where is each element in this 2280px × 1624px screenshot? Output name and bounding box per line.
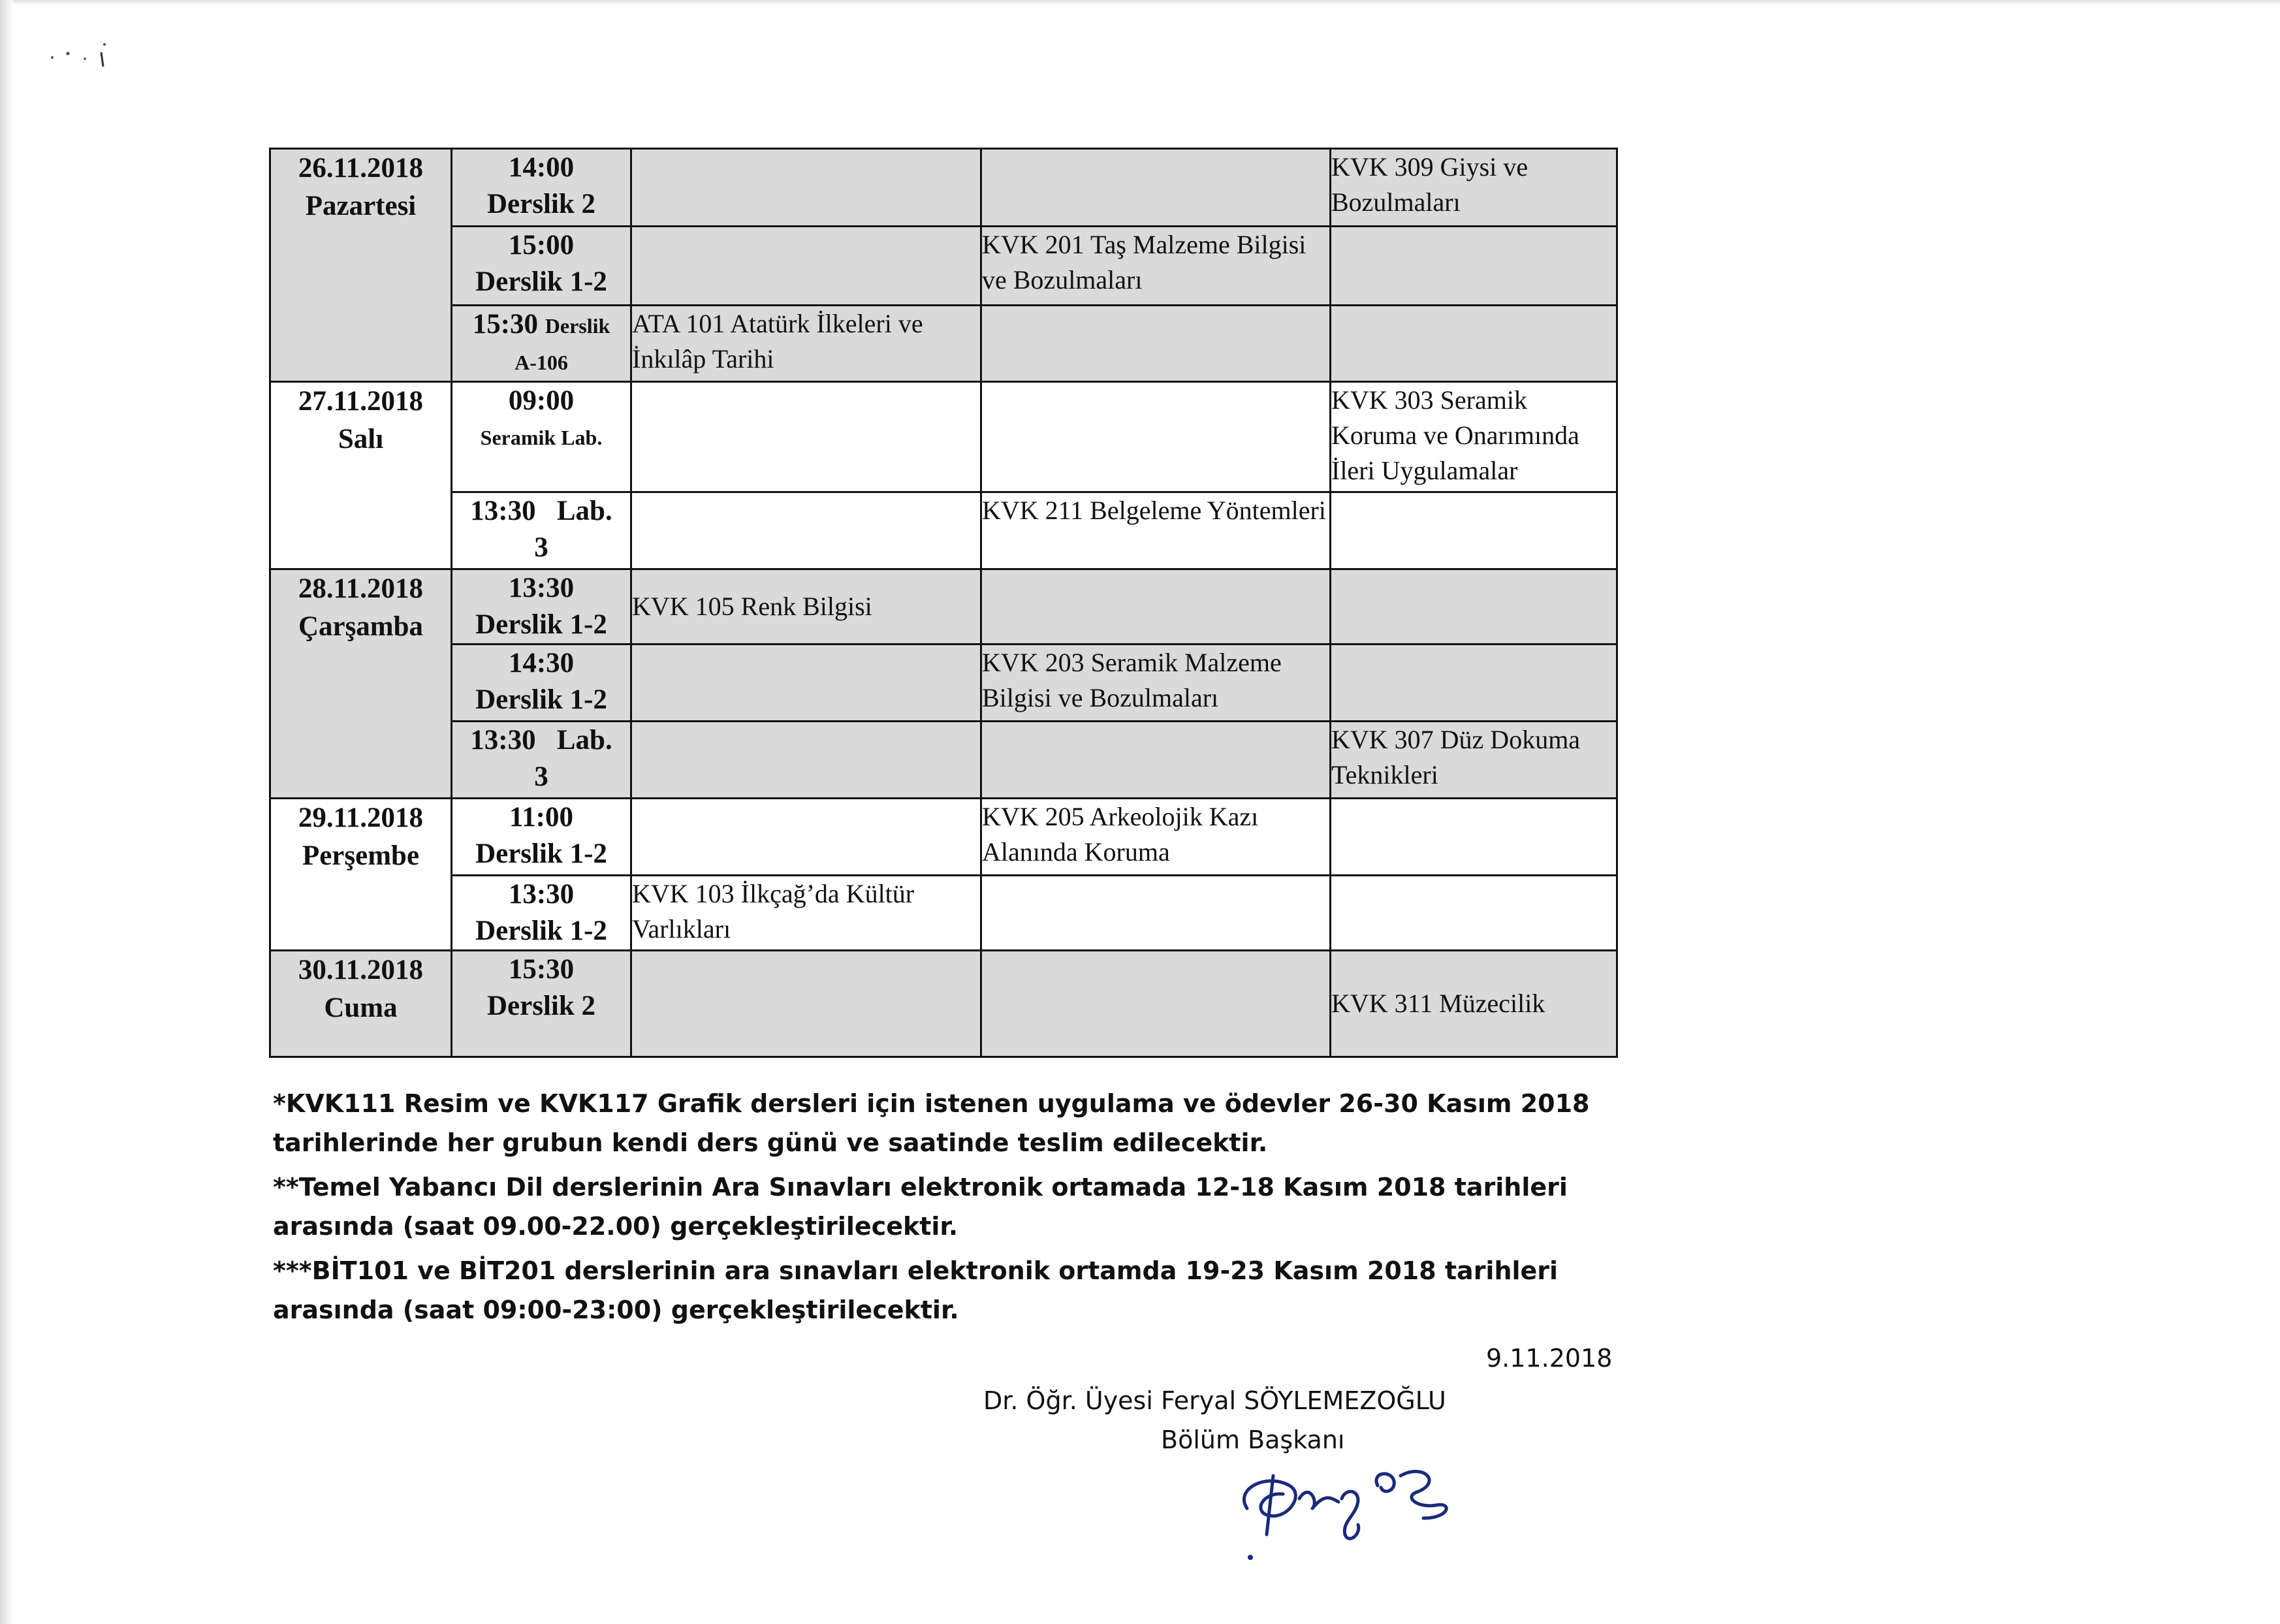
slot-room: Derslik: [545, 314, 610, 338]
time-cell: [452, 492, 631, 569]
course-cell: KVK 211 Belgeleme Yöntemleri: [981, 492, 1331, 569]
table-row: [270, 227, 1617, 306]
day-date: 28.11.2018: [298, 573, 424, 604]
course-cell: [1331, 492, 1617, 569]
course-cell: KVK 203 Seramik Malzeme Bilgisi ve Bozulmaları: [981, 645, 1331, 722]
day-cell: [270, 799, 452, 951]
slot-room: 3: [534, 532, 548, 563]
day-weekday: Çarşamba: [298, 611, 424, 642]
slot-time: 14:00: [508, 152, 575, 183]
course-cell: [1331, 306, 1617, 382]
table-row: [270, 382, 1617, 492]
course-cell: [631, 149, 981, 227]
time-cell: [452, 951, 631, 1057]
course-cell: KVK 303 Seramik Koruma ve Onarımında İleri Uygulamalar: [1331, 382, 1617, 492]
course-cell: KVK 311 Müzecilik: [1331, 951, 1617, 1057]
slot-room: 3: [534, 761, 548, 792]
course-cell: [981, 382, 1331, 492]
handwritten-signature: [1227, 1437, 1489, 1567]
time-cell: [452, 645, 631, 722]
course-cell: [1331, 569, 1617, 645]
time-cell: [452, 876, 631, 951]
course-cell: KVK 205 Arkeolojik Kazı Alanında Koruma: [981, 799, 1331, 876]
day-cell: [270, 382, 452, 569]
slot-time: 13:30: [508, 879, 575, 910]
footnote: **Temel Yabancı Dil derslerinin Ara Sınavları elektronik ortamada 12-18 Kasım 2018 tarihleri arasında (saat 09.00-22.00) gerçekleştirilecektir.: [273, 1173, 1568, 1241]
time-cell: [452, 382, 631, 492]
day-date: 29.11.2018: [298, 803, 424, 833]
table-row: [270, 799, 1617, 876]
course-cell: KVK 103 İlkçağ’da Kültür Varlıkları: [631, 876, 981, 951]
course-cell: [631, 492, 981, 569]
course-cell: KVK 309 Giysi ve Bozulmaları: [1331, 149, 1617, 227]
course-cell: [981, 569, 1331, 645]
table-row: [270, 951, 1617, 1057]
slot-time: 14:30: [508, 648, 575, 678]
slot-room: Seramik Lab.: [480, 426, 603, 449]
slot-time: 13:30 Lab.: [470, 725, 612, 756]
course-cell: [981, 876, 1331, 951]
day-cell: [270, 951, 452, 1057]
course-cell: [981, 951, 1331, 1057]
slot-room: Derslik 1-2: [475, 838, 607, 869]
course-cell: KVK 307 Düz Dokuma Teknikleri: [1331, 722, 1617, 799]
table-row: [270, 876, 1617, 951]
slot-time: 15:30: [508, 954, 575, 985]
table-row: [270, 722, 1617, 799]
course-cell: [981, 306, 1331, 382]
course-cell: [981, 149, 1331, 227]
course-cell: KVK 201 Taş Malzeme Bilgisi ve Bozulmaları: [981, 227, 1331, 306]
slot-room: Derslik 2: [486, 991, 596, 1021]
scan-edge-top: [0, 0, 2280, 5]
course-cell: [1331, 799, 1617, 876]
footnote: *KVK111 Resim ve KVK117 Grafik dersleri için istenen uygulama ve ödevler 26-30 Kasım 2018 tarihlerinde her grubun kendi ders günü ve saatinde teslim edilecektir.: [273, 1089, 1590, 1157]
slot-time: 15:30: [472, 309, 539, 340]
slot-room: Derslik 1-2: [475, 915, 607, 946]
day-weekday: Pazartesi: [305, 191, 417, 221]
document-date: 9.11.2018: [1486, 1344, 1613, 1373]
course-cell: [1331, 876, 1617, 951]
slot-room: Derslik 1-2: [475, 609, 607, 640]
course-cell: [631, 382, 981, 492]
slot-room-code: A-106: [515, 351, 568, 374]
course-cell: [631, 227, 981, 306]
course-cell: [631, 951, 981, 1057]
course-cell: [631, 799, 981, 876]
day-date: 30.11.2018: [298, 955, 424, 985]
day-weekday: Cuma: [324, 993, 398, 1023]
time-cell: [452, 722, 631, 799]
time-cell: [452, 227, 631, 306]
table-row: [270, 645, 1617, 722]
slot-room: Derslik 1-2: [475, 266, 607, 297]
course-cell: [631, 722, 981, 799]
day-date: 27.11.2018: [298, 386, 424, 417]
table-row: [270, 306, 1617, 382]
course-cell: [1331, 227, 1617, 306]
table-row: [270, 149, 1617, 227]
day-cell: [270, 149, 452, 382]
table-row: [270, 492, 1617, 569]
course-cell: [631, 645, 981, 722]
course-cell: [1331, 645, 1617, 722]
slot-room: Derslik 2: [486, 189, 596, 219]
time-cell: [452, 799, 631, 876]
slot-time: 13:30: [508, 573, 575, 603]
time-cell: [452, 149, 631, 227]
table-row: [270, 569, 1617, 645]
course-cell: ATA 101 Atatürk İlkeleri ve İnkılâp Tarihi: [631, 306, 981, 382]
day-cell: [270, 569, 452, 799]
slot-time: 15:00: [508, 230, 575, 261]
course-cell: KVK 105 Renk Bilgisi: [631, 569, 981, 645]
slot-time: 11:00: [509, 802, 573, 833]
signer-title: Bölüm Başkanı: [1161, 1425, 1345, 1454]
course-cell: [981, 722, 1331, 799]
slot-room: Derslik 1-2: [475, 684, 607, 715]
slot-time: 13:30 Lab.: [470, 496, 612, 526]
scan-specks: [39, 26, 118, 85]
time-cell: [452, 569, 631, 645]
footnotes: [273, 1084, 1631, 1335]
slot-time: 09:00: [508, 385, 575, 416]
time-cell: [452, 306, 631, 382]
scan-edge-left: [0, 0, 13, 1624]
signer-name: Dr. Öğr. Üyesi Feryal SÖYLEMEZOĞLU: [983, 1386, 1446, 1415]
day-date: 26.11.2018: [298, 153, 424, 183]
day-weekday: Perşembe: [302, 840, 420, 871]
exam-schedule-table: [269, 148, 1618, 1058]
day-weekday: Salı: [338, 424, 384, 454]
footnote: ***BİT101 ve BİT201 derslerinin ara sınavları elektronik ortamda 19-23 Kasım 2018 tarihleri arasında (saat 09:00-23:00) gerçekleştirilecektir.: [273, 1256, 1559, 1324]
